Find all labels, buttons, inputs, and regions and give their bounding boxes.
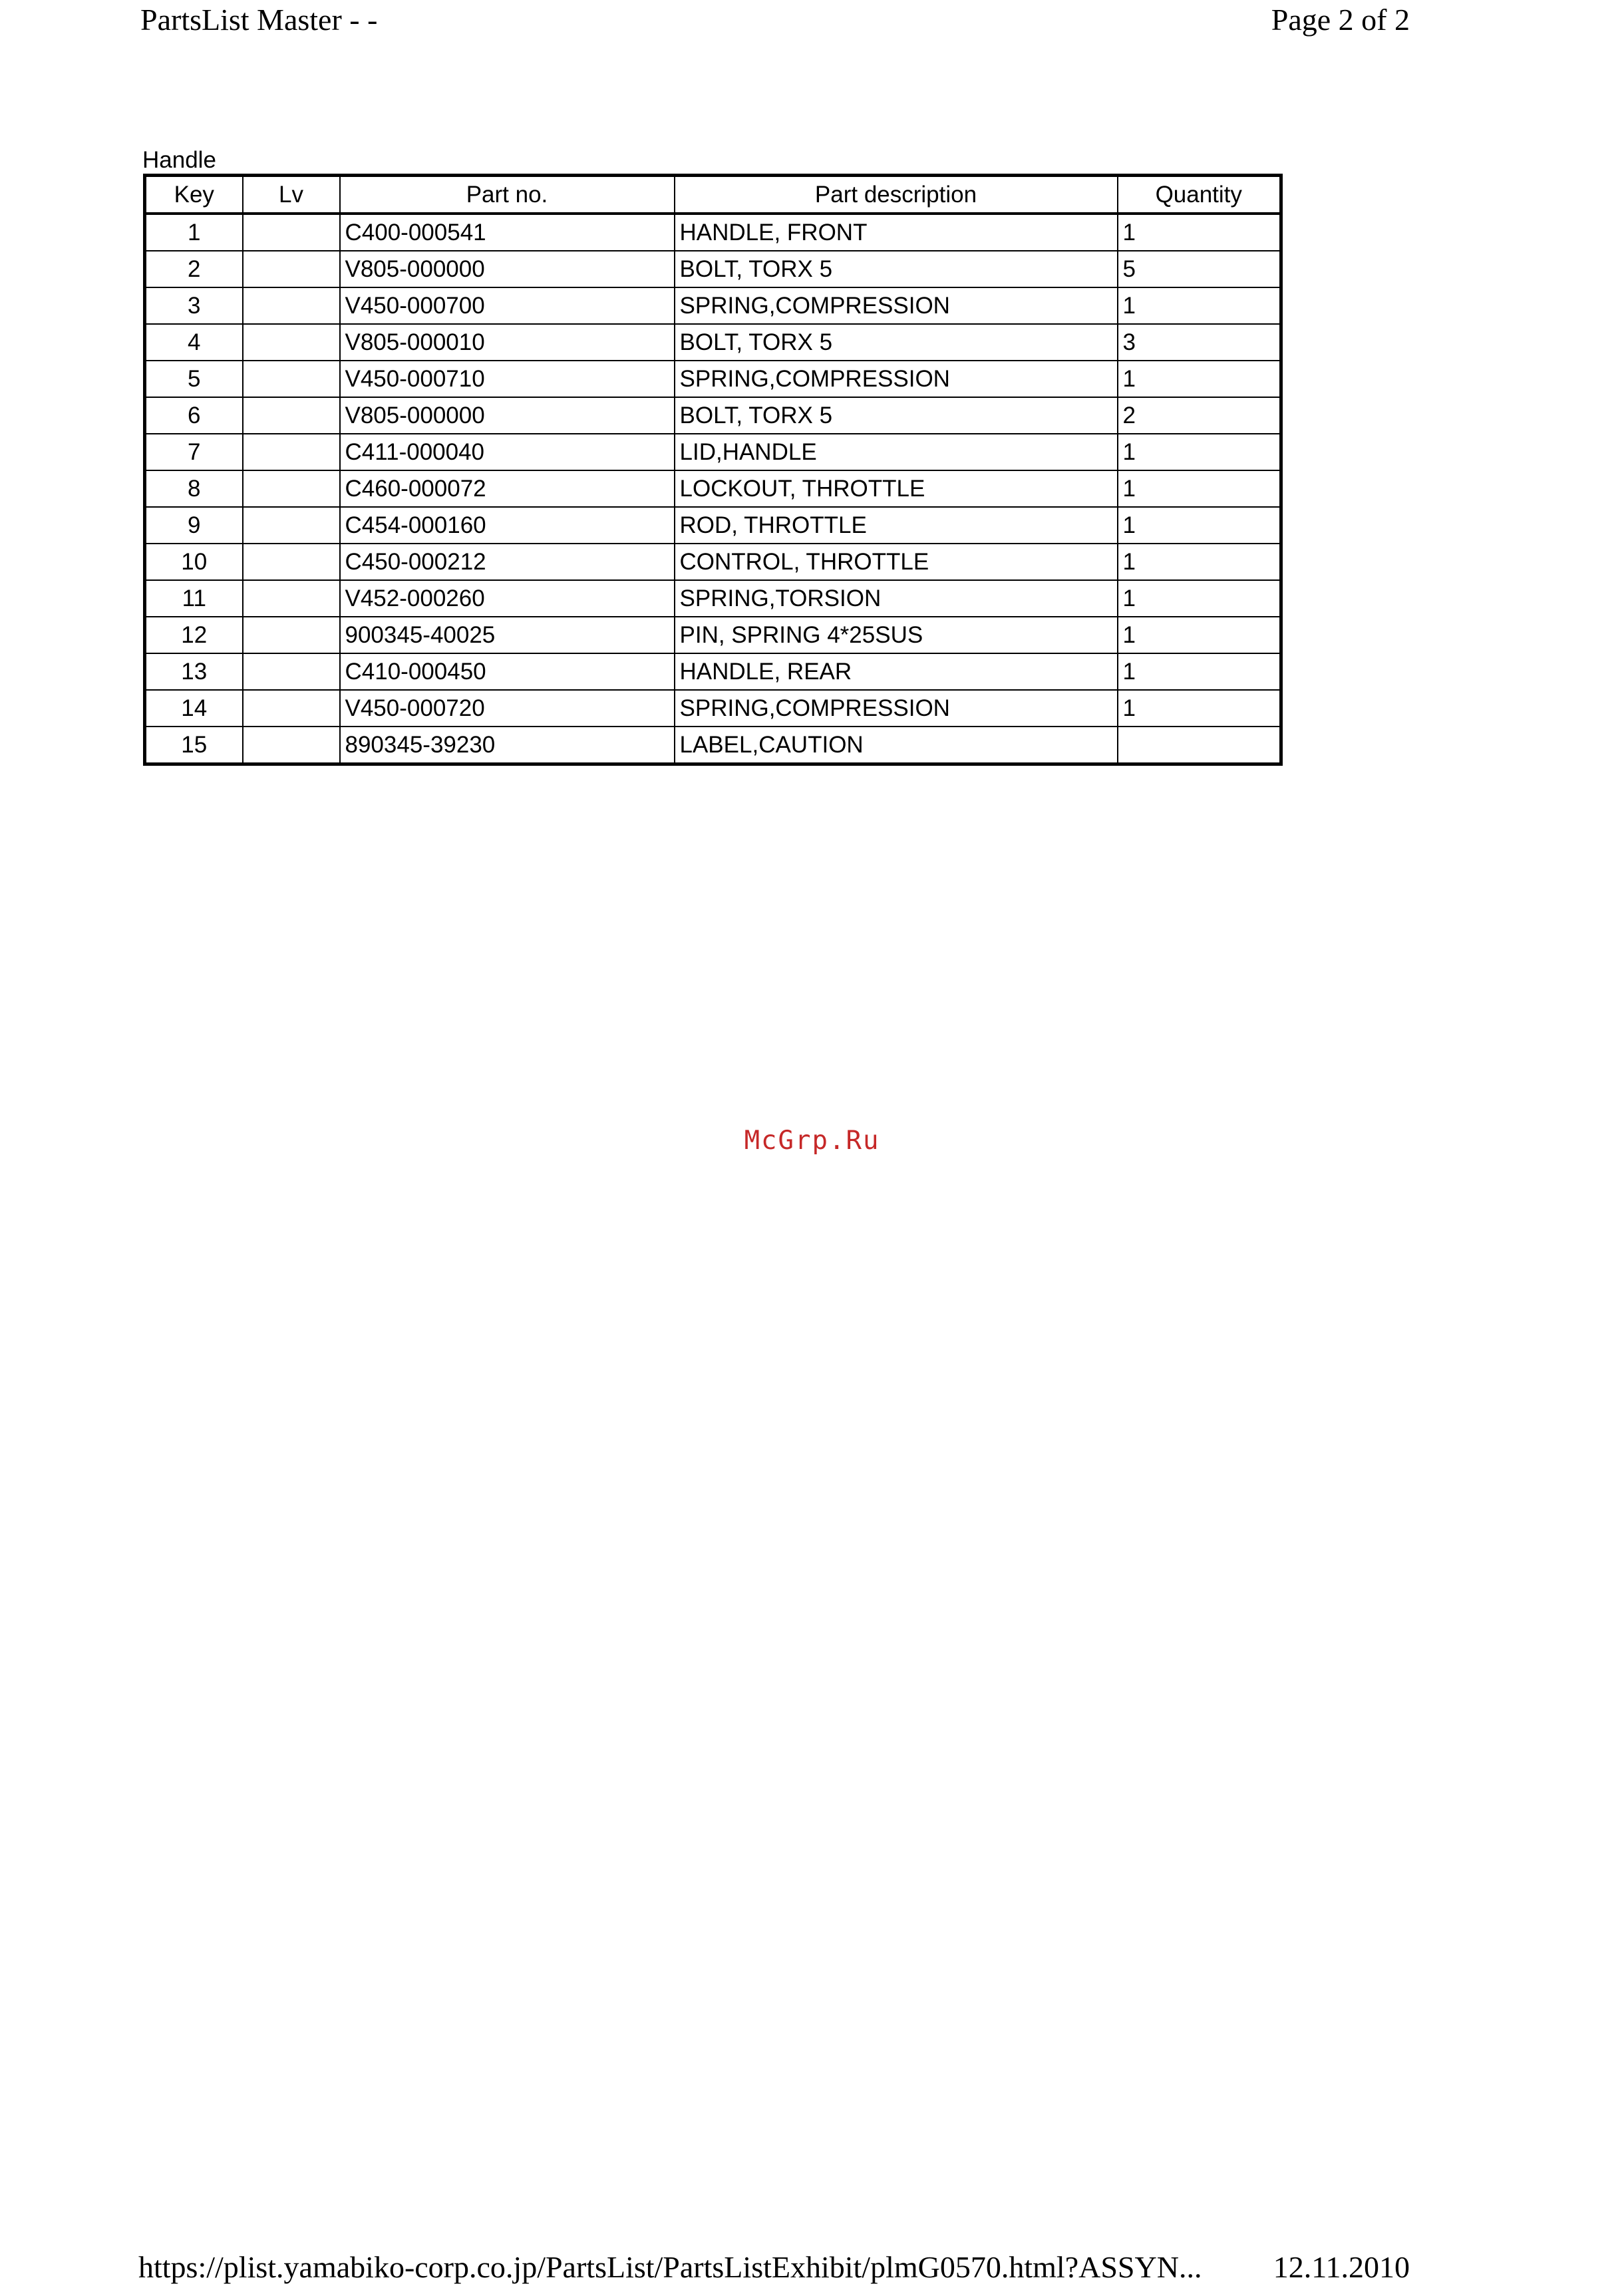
- table-row: [145, 287, 1281, 324]
- table-row: [145, 617, 1281, 653]
- table-row: [145, 434, 1281, 470]
- cell-description: BOLT, TORX 5: [675, 397, 1118, 434]
- cell-part-no: V805-000000: [340, 397, 675, 434]
- cell-lv: [243, 434, 340, 470]
- cell-description: SPRING,COMPRESSION: [675, 361, 1118, 397]
- page-number: Page 2 of 2: [1271, 3, 1410, 37]
- cell-part-no: C400-000541: [340, 214, 675, 251]
- parts-table: [143, 174, 1283, 766]
- cell-key: 9: [145, 507, 243, 544]
- cell-key: 3: [145, 287, 243, 324]
- cell-quantity: 1: [1118, 470, 1281, 507]
- cell-description: HANDLE, REAR: [675, 653, 1118, 690]
- cell-part-no: 900345-40025: [340, 617, 675, 653]
- cell-quantity: 1: [1118, 544, 1281, 580]
- cell-quantity: 1: [1118, 434, 1281, 470]
- cell-key: 13: [145, 653, 243, 690]
- cell-description: LID,HANDLE: [675, 434, 1118, 470]
- cell-quantity: 1: [1118, 361, 1281, 397]
- footer-date: 12.11.2010: [1273, 2250, 1410, 2284]
- table-row: [145, 470, 1281, 507]
- cell-quantity: 1: [1118, 507, 1281, 544]
- cell-key: 14: [145, 690, 243, 727]
- table-header-row: [145, 176, 1281, 214]
- cell-lv: [243, 324, 340, 361]
- cell-key: 10: [145, 544, 243, 580]
- cell-part-no: C450-000212: [340, 544, 675, 580]
- cell-lv: [243, 361, 340, 397]
- cell-part-no: V805-000000: [340, 251, 675, 287]
- cell-quantity: 5: [1118, 251, 1281, 287]
- column-header-key: Key: [145, 176, 243, 214]
- cell-part-no: V450-000720: [340, 690, 675, 727]
- cell-description: SPRING,COMPRESSION: [675, 287, 1118, 324]
- cell-part-no: C460-000072: [340, 470, 675, 507]
- cell-key: 8: [145, 470, 243, 507]
- cell-description: LOCKOUT, THROTTLE: [675, 470, 1118, 507]
- cell-part-no: V450-000710: [340, 361, 675, 397]
- cell-quantity: 1: [1118, 287, 1281, 324]
- table-row: [145, 580, 1281, 617]
- cell-lv: [243, 251, 340, 287]
- cell-description: SPRING,TORSION: [675, 580, 1118, 617]
- cell-description: BOLT, TORX 5: [675, 324, 1118, 361]
- cell-part-no: V450-000700: [340, 287, 675, 324]
- cell-key: 11: [145, 580, 243, 617]
- table-row: [145, 324, 1281, 361]
- cell-key: 12: [145, 617, 243, 653]
- cell-key: 7: [145, 434, 243, 470]
- cell-key: 2: [145, 251, 243, 287]
- table-row: [145, 507, 1281, 544]
- cell-part-no: C410-000450: [340, 653, 675, 690]
- cell-part-no: 890345-39230: [340, 727, 675, 764]
- cell-key: 5: [145, 361, 243, 397]
- table-row: [145, 214, 1281, 251]
- cell-lv: [243, 727, 340, 764]
- table-row: [145, 251, 1281, 287]
- cell-lv: [243, 397, 340, 434]
- table-row: [145, 361, 1281, 397]
- cell-description: SPRING,COMPRESSION: [675, 690, 1118, 727]
- cell-part-no: V805-000010: [340, 324, 675, 361]
- cell-part-no: V452-000260: [340, 580, 675, 617]
- cell-key: 4: [145, 324, 243, 361]
- section-title: Handle: [142, 147, 216, 173]
- parts-table-body: [145, 214, 1281, 764]
- column-header-description: Part description: [675, 176, 1118, 214]
- cell-lv: [243, 507, 340, 544]
- cell-key: 6: [145, 397, 243, 434]
- table-row: [145, 690, 1281, 727]
- cell-description: CONTROL, THROTTLE: [675, 544, 1118, 580]
- cell-lv: [243, 617, 340, 653]
- cell-quantity: 1: [1118, 653, 1281, 690]
- cell-description: HANDLE, FRONT: [675, 214, 1118, 251]
- cell-key: 15: [145, 727, 243, 764]
- page-header-title: PartsList Master - -: [140, 3, 378, 37]
- cell-description: BOLT, TORX 5: [675, 251, 1118, 287]
- table-row: [145, 727, 1281, 764]
- column-header-lv: Lv: [243, 176, 340, 214]
- cell-quantity: 2: [1118, 397, 1281, 434]
- cell-lv: [243, 580, 340, 617]
- cell-lv: [243, 544, 340, 580]
- cell-quantity: [1118, 727, 1281, 764]
- cell-lv: [243, 287, 340, 324]
- table-row: [145, 653, 1281, 690]
- cell-lv: [243, 214, 340, 251]
- cell-lv: [243, 653, 340, 690]
- cell-quantity: 1: [1118, 214, 1281, 251]
- cell-description: ROD, THROTTLE: [675, 507, 1118, 544]
- cell-lv: [243, 690, 340, 727]
- cell-description: LABEL,CAUTION: [675, 727, 1118, 764]
- cell-quantity: 1: [1118, 580, 1281, 617]
- footer-url: https://plist.yamabiko-corp.co.jp/PartsList/PartsListExhibit/plmG0570.html?ASSYN...: [138, 2250, 1202, 2284]
- cell-quantity: 1: [1118, 617, 1281, 653]
- cell-quantity: 1: [1118, 690, 1281, 727]
- column-header-quantity: Quantity: [1118, 176, 1281, 214]
- cell-key: 1: [145, 214, 243, 251]
- cell-description: PIN, SPRING 4*25SUS: [675, 617, 1118, 653]
- table-row: [145, 397, 1281, 434]
- cell-part-no: C411-000040: [340, 434, 675, 470]
- cell-part-no: C454-000160: [340, 507, 675, 544]
- cell-quantity: 3: [1118, 324, 1281, 361]
- column-header-part-no: Part no.: [340, 176, 675, 214]
- cell-lv: [243, 470, 340, 507]
- watermark: McGrp.Ru: [744, 1126, 880, 1156]
- table-row: [145, 544, 1281, 580]
